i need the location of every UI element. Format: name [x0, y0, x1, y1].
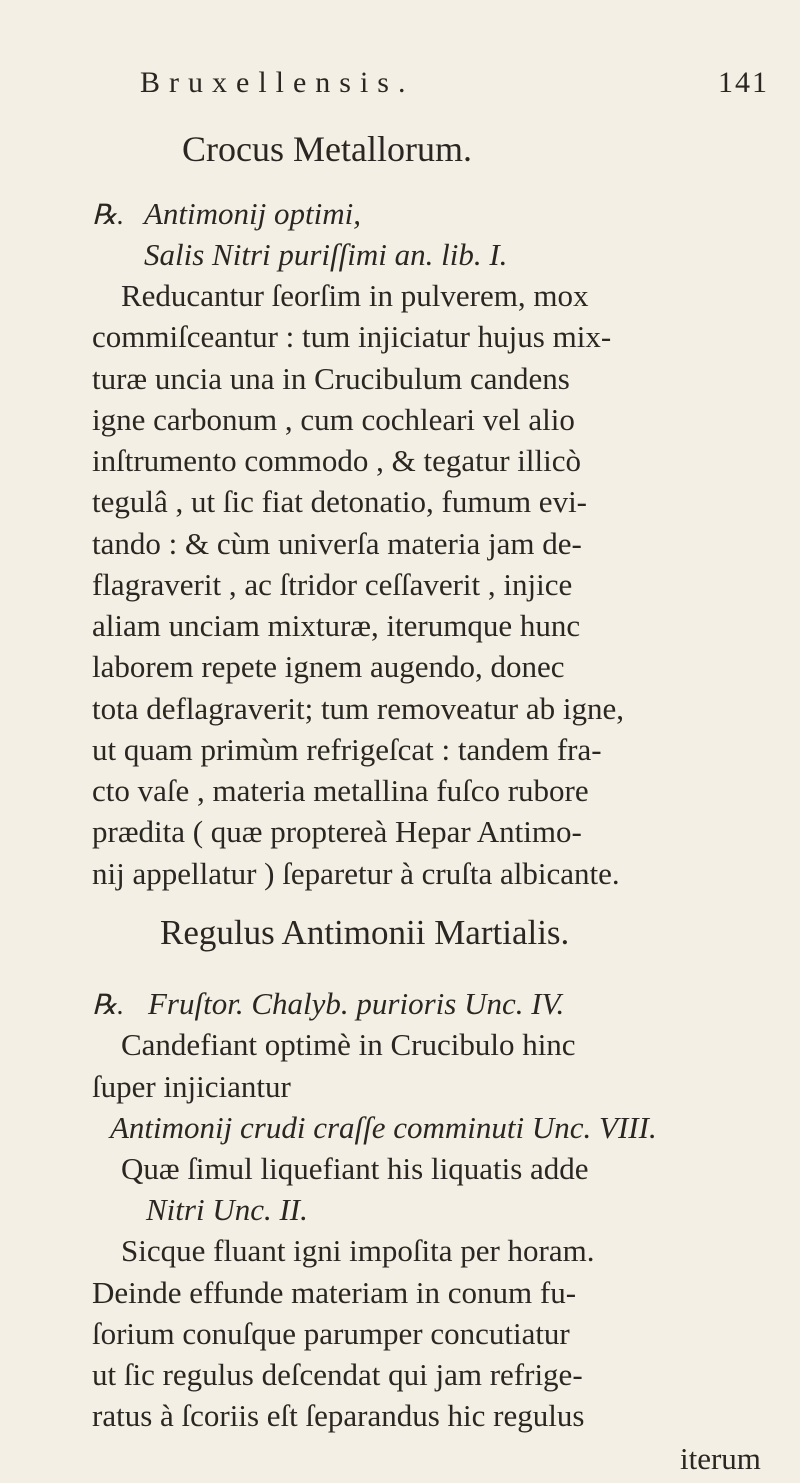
text-line: commiſceantur : tum injiciatur hujus mix-: [92, 319, 612, 354]
catchword: iterum: [680, 1441, 761, 1476]
ingredient-line: Fruſtor. Chalyb. purioris Unc. IV.: [148, 986, 565, 1021]
text-line: Quæ ſimul liquefiant his liquatis adde: [121, 1151, 589, 1186]
text-line: Reducantur ſeorſim in pulverem, mox: [121, 278, 589, 313]
text-line: ſuper injiciantur: [92, 1069, 291, 1104]
text-line: tegulâ , ut ſic fiat detonatio, fumum evi-: [92, 484, 588, 519]
page-number: 141: [718, 66, 769, 99]
text-line: tando : & cùm univerſa materia jam de-: [92, 526, 582, 561]
text-line: ſorium conuſque parumper concutiatur: [92, 1316, 570, 1351]
text-line: turæ uncia una in Crucibulum candens: [92, 361, 570, 396]
text-line: aliam unciam mixturæ, iterumque hunc: [92, 608, 581, 643]
ingredient-line: Nitri Unc. II.: [146, 1192, 308, 1227]
text-line: Deinde effunde materiam in conum fu-: [92, 1275, 577, 1310]
recipe-symbol: ℞.: [92, 990, 125, 1021]
text-line: laborem repete ignem augendo, donec: [92, 649, 565, 684]
text-line: inſtrumento commodo , & tegatur illicò: [92, 443, 582, 478]
ingredient-line: Salis Nitri puriſſimi an. lib. I.: [144, 237, 508, 272]
running-title: Bruxellensis.: [140, 66, 415, 99]
text-line: tota deflagraverit; tum removeatur ab igne,: [92, 691, 624, 726]
section-title-regulus: Regulus Antimonii Martialis.: [160, 913, 570, 952]
text-line: prædita ( quæ proptereà Hepar Antimo-: [92, 814, 582, 849]
section-title-crocus: Crocus Metallorum.: [182, 129, 472, 169]
text-line: ratus à ſcoriis eſt ſeparandus hic regulus: [92, 1398, 585, 1433]
text-line: Candefiant optimè in Crucibulo hinc: [121, 1027, 576, 1062]
text-line: igne carbonum , cum cochleari vel alio: [92, 402, 575, 437]
text-line: cto vaſe , materia metallina fuſco rubore: [92, 773, 589, 808]
recipe-symbol: ℞.: [92, 200, 125, 231]
ingredient-line: Antimonij crudi craſſe comminuti Unc. VIII.: [110, 1110, 657, 1145]
text-line: Sicque fluant igni impoſita per horam.: [121, 1233, 595, 1268]
text-line: flagraverit , ac ſtridor ceſſaverit , injice: [92, 567, 573, 602]
text-line: ut ſic regulus deſcendat qui jam refrige-: [92, 1357, 583, 1392]
text-line: nij appellatur ) ſeparetur à cruſta albicante.: [92, 856, 620, 891]
text-line: ut quam primùm refrigeſcat : tandem fra-: [92, 732, 602, 767]
ingredient-line: Antimonij optimi,: [144, 196, 361, 231]
